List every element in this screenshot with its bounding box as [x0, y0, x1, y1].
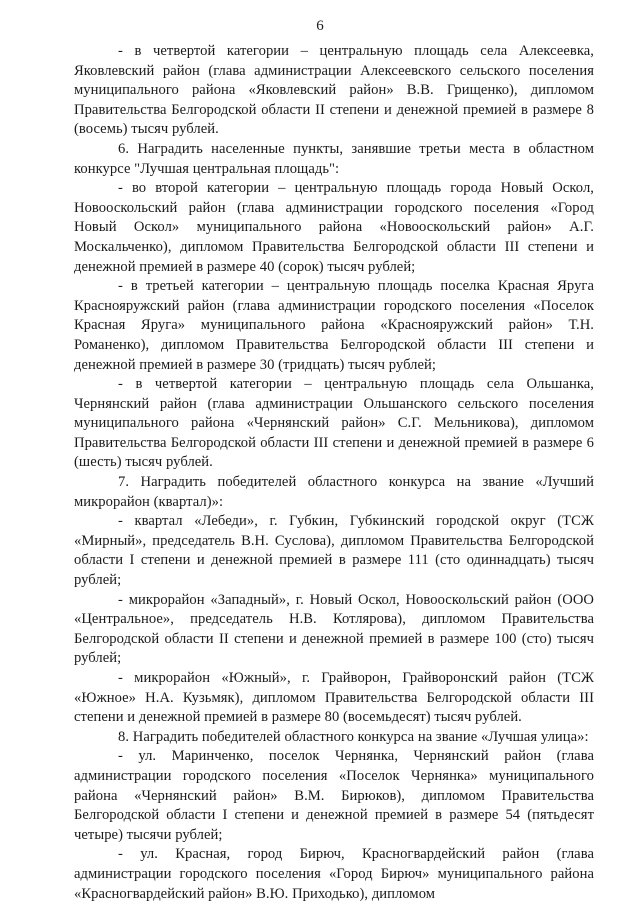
paragraph-award-krasnaya-street: - ул. Красная, город Бирюч, Красногвардейский район (глава администрации городского поселения «Город Бирюч» муниципального района «Красногвардейский район» В.Ю. Приходько), дипломом [74, 846, 594, 902]
document-body [74, 42, 594, 904]
paragraph-award-krasnaya-yaruga: - в третьей категории – центральную площадь поселка Красная Яруга Краснояружский район (глава администрации городского поселения «Поселок Красная Яруга» муниципального района «Краснояружский район» Т.Н. Романенко), дипломом Правительства Белгородской области III степени и денежной премией в размере 30 (тридцать) тысяч рублей; [74, 278, 594, 373]
page-number: 6 [316, 18, 324, 34]
paragraph-award-marinchenko-street: - ул. Маринченко, поселок Чернянка, Чернянский район (глава администрации городского поселения «Поселок Чернянка» муниципального района «Чернянский район» В.М. Бирюков), дипломом Правительства Белгородской области I степени и денежной премией в размере 54 (пятьдесят четыре) тысячи рублей; [74, 748, 594, 843]
paragraph-section-8-heading: 8. Наградить победителей областного конкурса на звание «Лучшая улица»: [118, 728, 589, 745]
paragraph-award-novy-oskol-square: - во второй категории – центральную площадь города Новый Оскол, Новооскольский район (глава администрации городского поселения «Город Новый Оскол» муниципального района «Новооскольский район» А.Г. Москальченко), дипломом Правительства Белгородской области III степени и денежной премией в размере 40 (сорок) тысяч рублей; [74, 180, 594, 275]
paragraph-award-lebedi-quarter: - квартал «Лебеди», г. Губкин, Губкинский городской округ (ТСЖ «Мирный», председатель В.Н. Суслова), дипломом Правительства Белгородской области I степени и денежной премией в размере 111 (сто одиннадцать) тысяч рублей; [74, 513, 594, 589]
paragraph-section-7-heading: 7. Наградить победителей областного конкурса на звание «Лучший микрорайон (квартал)»: [74, 474, 594, 510]
paragraph-award-zapadny-district: - микрорайон «Западный», г. Новый Оскол, Новооскольский район (ООО «Центральное», председатель Н.В. Котлярова), дипломом Правительства Белгородской области II степени и денежной премией в размере 100 (сто) тысяч рублей; [74, 591, 594, 667]
paragraph-section-6-heading: 6. Наградить населенные пункты, занявшие третьи места в областном конкурсе "Лучшая центральная площадь": [74, 140, 594, 177]
paragraph-award-alekseevka: - в четвертой категории – центральную площадь села Алексеевка, Яковлевский район (глава администрации Алексеевского сельского поселения муниципального района «Яковлевский район» В.В. Грищенко), дипломом Правительства Белгородской области II степени и денежной премией в размере 8 (восемь) тысяч рублей. [74, 43, 594, 138]
paragraph-award-yuzhny-district: - микрорайон «Южный», г. Грайворон, Грайворонский район (ТСЖ «Южное» Н.А. Кузьмяк), дипломом Правительства Белгородской области III степени и денежной премией в размере 80 (восемьдесят) тысяч рублей. [74, 670, 594, 726]
paragraph-award-olshanka: - в четвертой категории – центральную площадь села Ольшанка, Чернянский район (глава администрации Ольшанского сельского поселения муниципального района «Чернянский район» С.Г. Мельникова), дипломом Правительства Белгородской области III степени и денежной премией в размере 6 (шесть) тысяч рублей. [74, 376, 594, 471]
